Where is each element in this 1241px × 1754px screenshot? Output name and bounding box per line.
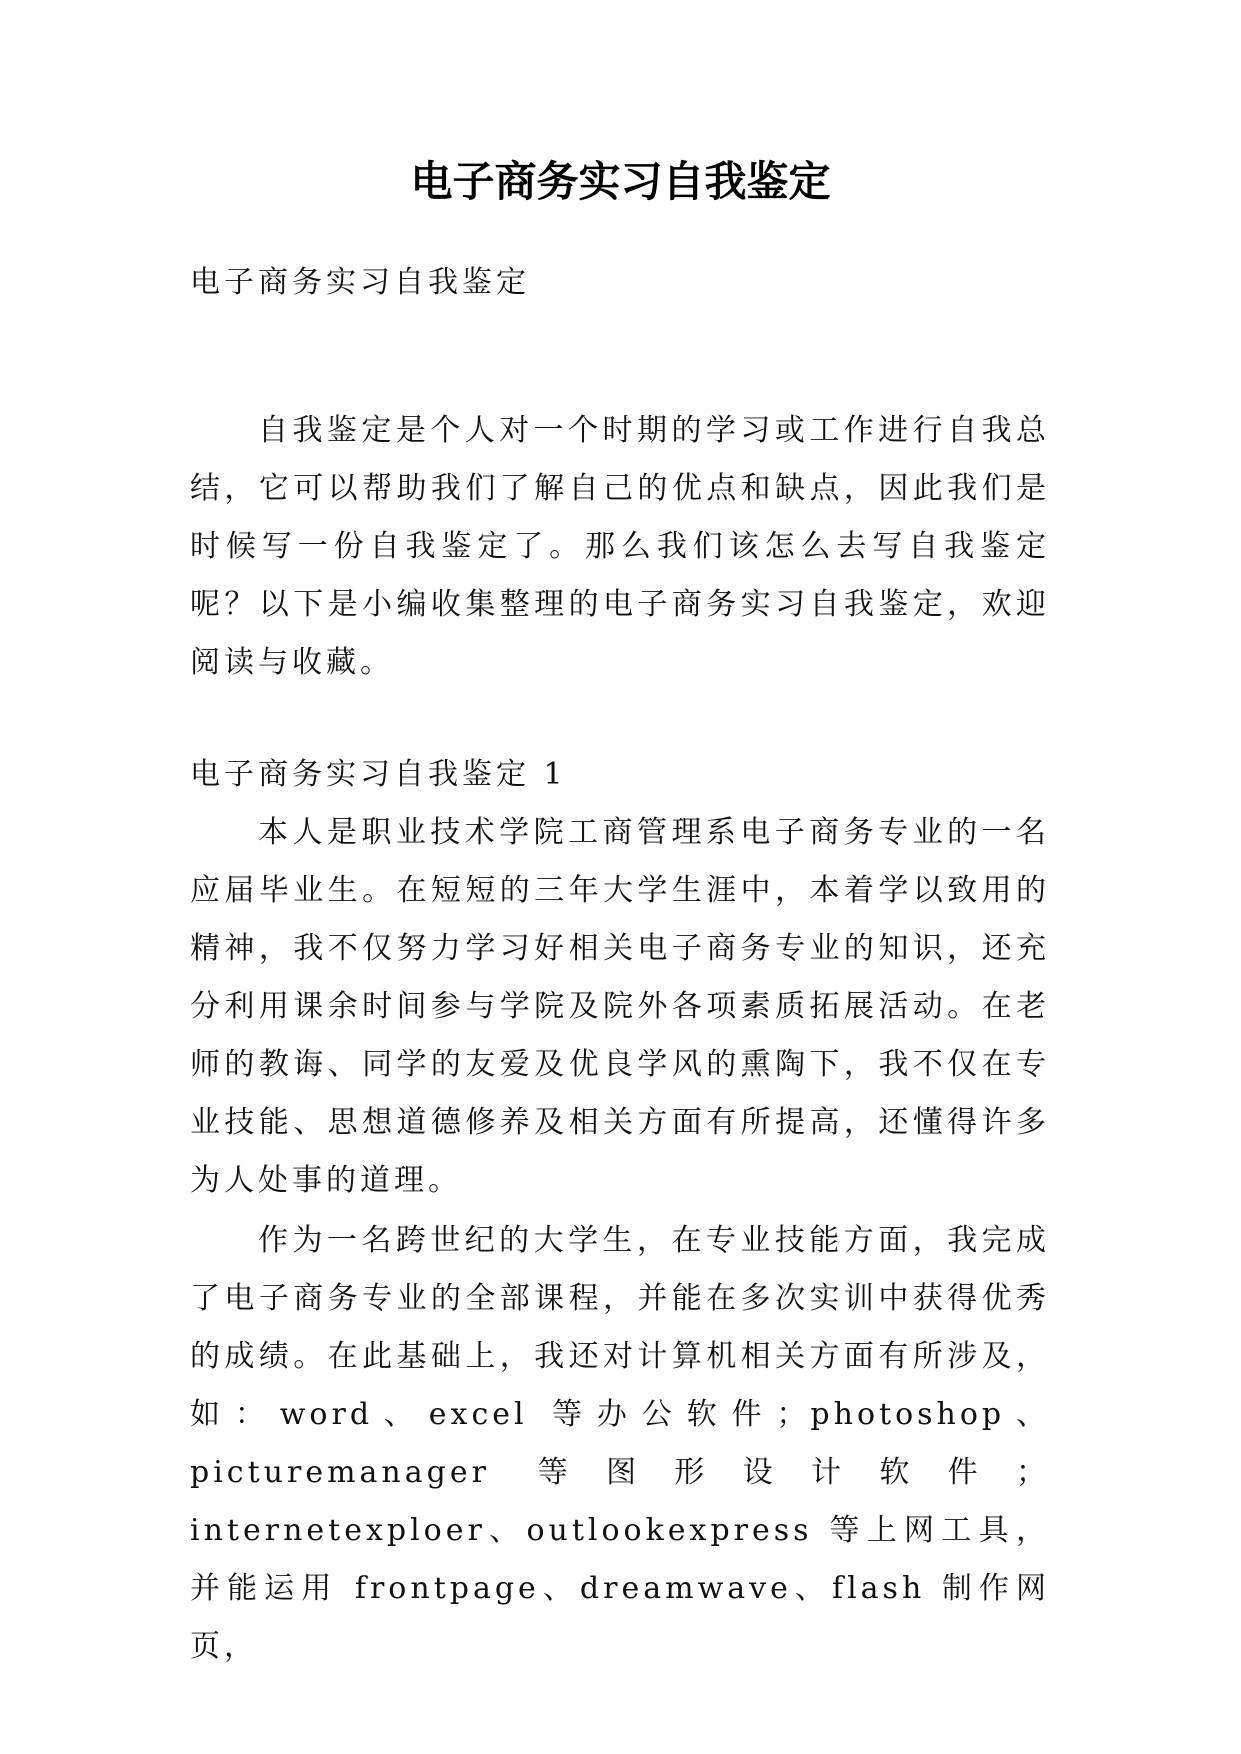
intro-paragraph: 自我鉴定是个人对一个时期的学习或工作进行自我总结，它可以帮助我们了解自己的优点和缺点，因此我们是时候写一份自我鉴定了。那么我们该怎么去写自我鉴定呢？以下是小编收集整理的电子商务实习自我鉴定，欢迎阅读与收藏。 [190, 413, 1050, 680]
section-heading: 电子商务实习自我鉴定 1 [190, 757, 567, 792]
section-paragraph-1: 本人是职业技术学院工商管理系电子商务专业的一名应届毕业生。在短短的三年大学生涯中，本着学以致用的精神，我不仅努力学习好相关电子商务专业的知识，还充分利用课余时间参与学院及院外各项素质拓展活动。在老师的教诲、同学的友爱及优良学风的熏陶下，我不仅在专业技能、思想道德修养及相关方面有所提高，还懂得许多为人处事的道理。 [190, 815, 1050, 1198]
section-paragraph-2: 作为一名跨世纪的大学生，在专业技能方面，我完成了电子商务专业的全部课程，并能在多次实训中获得优秀的成绩。在此基础上，我还对计算机相关方面有所涉及，如：word、excel 等办公软件；photoshop、picturemanager 等图形设计软件；internetexploer、outlookexpress 等上网工具，并能运用 frontpage、dreamwave、flash 制作网页， [190, 1223, 1050, 1664]
document-subtitle: 电子商务实习自我鉴定 [190, 265, 530, 300]
document-title: 电子商务实习自我鉴定 [410, 157, 831, 206]
